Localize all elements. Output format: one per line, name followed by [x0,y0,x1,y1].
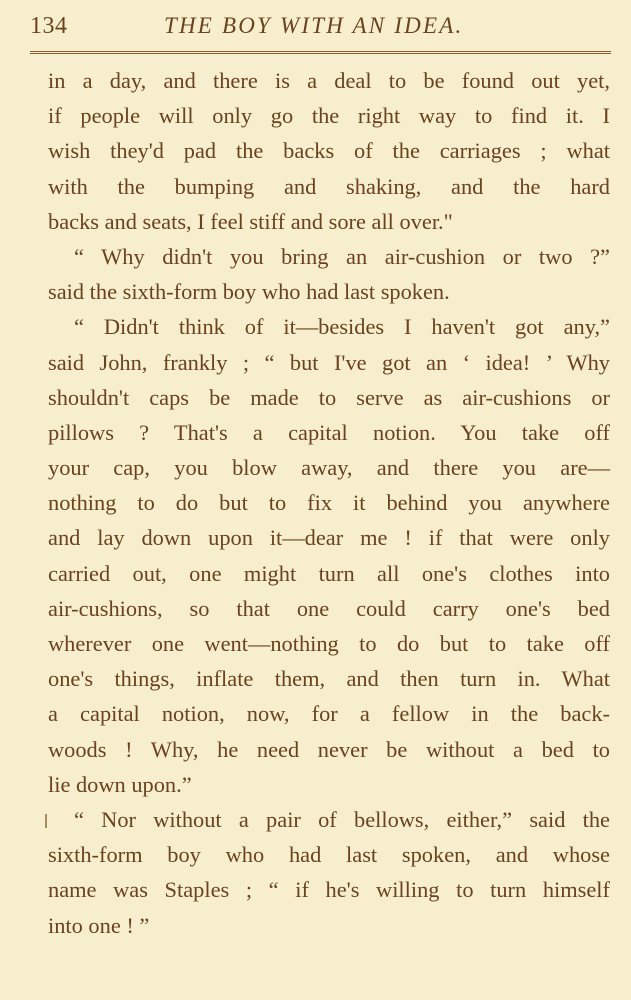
text-line: wherever one went—nothing to do but to take off [48,631,610,656]
text-line: wish they'd pad the backs of the carriages ; what [48,138,610,164]
text-line: a capital notion, now, for a fellow in the back- [48,701,610,727]
paragraph-start-line: “ Nor without a pair of bellows, either,” said the [74,806,610,832]
page-number: 134 [30,13,68,39]
text-line: shouldn't caps be made to serve as air-cushions or [48,384,610,410]
text-line: one's things, inflate them, and then turn in. What [48,666,610,692]
text-line: with the bumping and shaking, and the hard [48,173,610,199]
text-line: in a day, and there is a deal to be found out yet, [48,68,610,93]
text-line: your cap, you blow away, and there you are— [48,455,610,481]
text-line: said John, frankly ; “ but I've got an ‘ idea! ’ Why [48,349,610,375]
margin-mark [45,814,47,828]
running-head [30,9,609,43]
text-line: backs and seats, I feel stiff and sore all over." [48,208,453,234]
text-line: name was Staples ; “ if he's willing to turn himself [48,877,610,903]
text-line: said the sixth-form boy who had last spoken. [48,279,450,305]
running-title: THE BOY WITH AN IDEA. [164,13,464,38]
text-line: into one ! ” [48,912,150,938]
text-line: if people will only go the right way to find it. I [48,103,610,129]
body-text [48,63,610,943]
text-line: lie down upon.” [48,771,192,797]
header-rule [30,51,611,54]
text-line: sixth-form boy who had last spoken, and whose [48,842,610,868]
paragraph-start-line: “ Why didn't you bring an air-cushion or two ?” [74,243,610,269]
text-line: woods ! Why, he need never be without a bed to [48,736,610,762]
text-line: carried out, one might turn all one's clothes into [48,560,610,586]
text-line: pillows ? That's a capital notion. You take off [48,419,610,445]
text-line: nothing to do but to fix it behind you anywhere [48,490,610,516]
text-line: and lay down upon it—dear me ! if that were only [48,525,610,551]
text-line: air-cushions, so that one could carry one's bed [48,595,610,621]
paragraph-start-line: “ Didn't think of it—besides I haven't got any,” [74,314,610,340]
